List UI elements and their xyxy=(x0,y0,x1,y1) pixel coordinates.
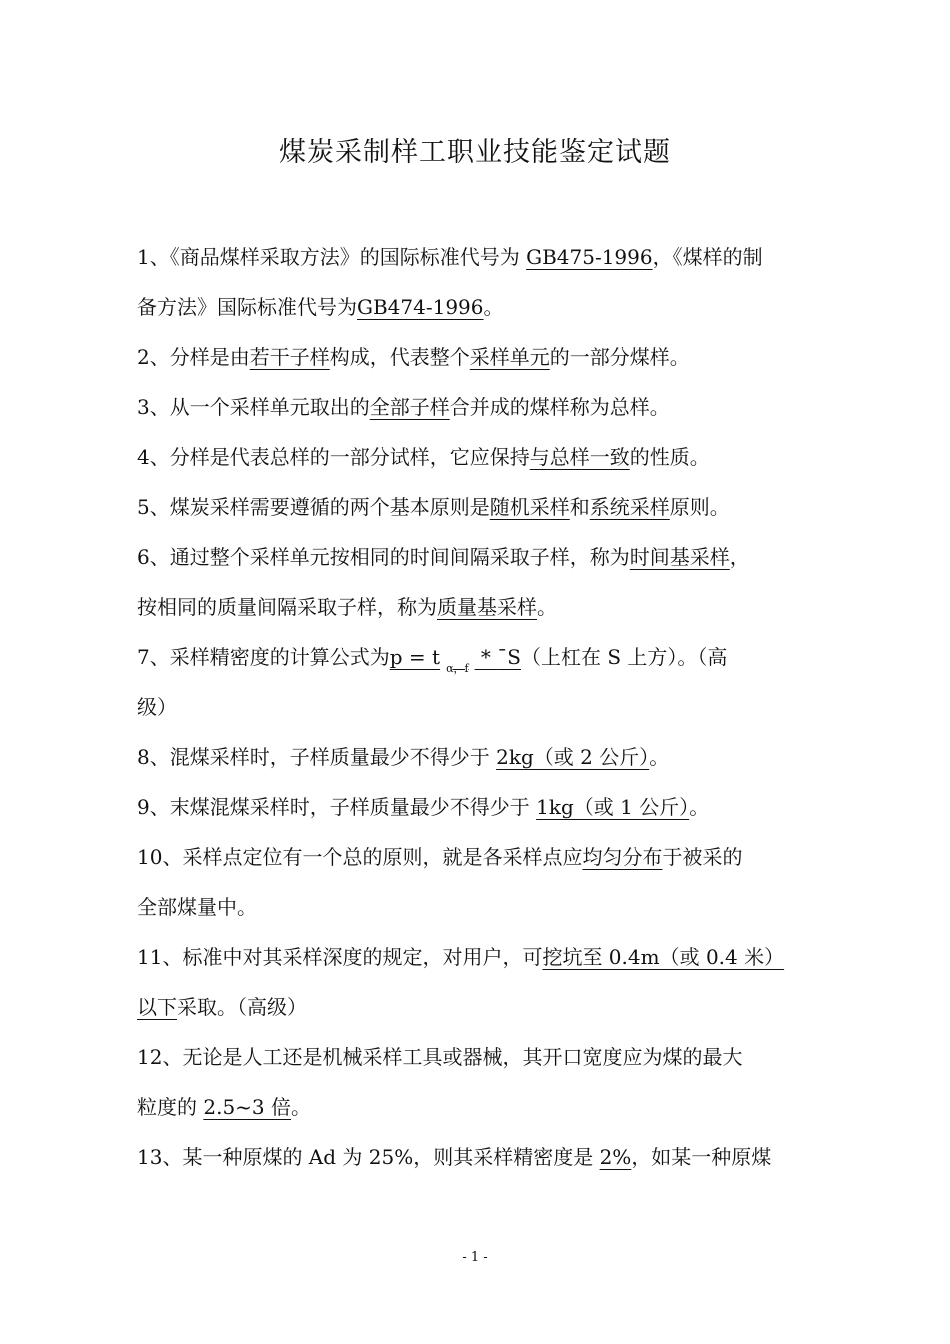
answer-blank: 随机采样 xyxy=(489,495,570,519)
question-text: 9、末煤混煤采样时，子样质量最少不得少于 xyxy=(137,795,537,819)
question-text: 5、煤炭采样需要遵循的两个基本原则是 xyxy=(137,495,490,519)
question-text: 原则。 xyxy=(669,495,730,519)
question-text: 按相同的质量间隔采取子样，称为 xyxy=(137,595,437,619)
formula-p: p = xyxy=(389,645,433,669)
question-text: ，如某一种原煤 xyxy=(631,1145,772,1169)
question-text: 。 xyxy=(291,1095,312,1119)
answer-blank: 2.5~3 倍 xyxy=(203,1095,292,1119)
question-10-line-2 xyxy=(137,892,827,922)
question-12-line-2 xyxy=(137,1092,827,1122)
answer-blank: 挖坑至 0.4m（或 0.4 米） xyxy=(542,945,785,969)
question-6-line-2 xyxy=(137,592,827,622)
answer-blank: 若干子样 xyxy=(249,345,330,369)
question-text: 6、通过整个采样单元按相同的时间间隔采取子样，称为 xyxy=(137,545,630,569)
answer-blank: 时间基采样 xyxy=(629,545,730,569)
question-text: 级） xyxy=(137,695,177,719)
question-text: 于被采的 xyxy=(662,845,743,869)
answer-blank: 采样单元 xyxy=(469,345,550,369)
question-1-line-2 xyxy=(137,292,827,322)
question-2 xyxy=(137,342,827,372)
answer-blank: 以下 xyxy=(137,995,177,1019)
formula-t: t xyxy=(432,645,441,669)
question-text: （上杠在 S 上方）。（高 xyxy=(520,645,728,669)
question-8 xyxy=(137,742,827,772)
question-text: 合并成的煤样称为总样。 xyxy=(449,395,670,419)
answer-blank: 与总样一致 xyxy=(529,445,630,469)
question-4 xyxy=(137,442,827,472)
question-3 xyxy=(137,392,827,422)
question-6-line-1 xyxy=(137,542,827,572)
question-text: 3、从一个采样单元取出的 xyxy=(137,395,370,419)
question-text: 全部煤量中。 xyxy=(137,895,257,919)
answer-blank: 质量基采样 xyxy=(437,595,537,619)
question-text: 。 xyxy=(483,295,504,319)
question-text: 12、无论是人工还是机械采样工具或器械，其开口宽度应为煤的最大 xyxy=(137,1045,743,1069)
answer-blank: 系统采样 xyxy=(589,495,670,519)
question-text: 采取。（高级） xyxy=(177,995,307,1019)
precision-formula xyxy=(390,642,521,676)
answer-blank: 2kg（或 2 公斤） xyxy=(496,745,650,769)
question-text: 的性质。 xyxy=(629,445,710,469)
question-12-line-1 xyxy=(137,1042,827,1072)
question-9 xyxy=(137,792,827,822)
formula-times: * xyxy=(474,645,498,669)
question-text: 7、采样精密度的计算公式为 xyxy=(137,645,390,669)
answer-blank: 均匀分布 xyxy=(582,845,663,869)
page-number: - 1 - xyxy=(462,1250,488,1265)
question-text: 4、分样是代表总样的一部分试样，它应保持 xyxy=(137,445,530,469)
question-7-line-2 xyxy=(137,692,827,722)
question-text: 2、分样是由 xyxy=(137,345,250,369)
answer-blank: 全部子样 xyxy=(369,395,450,419)
question-text: ，《煤样的制 xyxy=(652,245,763,269)
question-text: 的一部分煤样。 xyxy=(549,345,690,369)
question-text: 构成，代表整个 xyxy=(329,345,470,369)
question-11-line-1 xyxy=(137,942,827,972)
page-title: 煤炭采制样工职业技能鉴定试题 xyxy=(279,137,671,168)
question-text: 和 xyxy=(569,495,590,519)
question-text: 。 xyxy=(537,595,557,619)
answer-blank: GB474-1996 xyxy=(357,295,484,319)
answer-blank: 2% xyxy=(599,1145,632,1169)
question-text: 13、某一种原煤的 Ad 为 25%，则其采样精密度是 xyxy=(137,1145,600,1169)
answer-blank: 1kg（或 1 公斤） xyxy=(536,795,690,819)
question-text: ， xyxy=(729,545,750,569)
question-5 xyxy=(137,492,827,522)
question-7-line-1 xyxy=(137,642,827,676)
question-10-line-1 xyxy=(137,842,827,872)
question-13 xyxy=(137,1142,827,1172)
question-11-line-2 xyxy=(137,992,827,1022)
question-text: 。 xyxy=(649,745,670,769)
answer-blank: GB475-1996 xyxy=(526,245,653,269)
formula-s-bar: ¯S xyxy=(497,645,521,669)
question-text: 1、《商品煤样采取方法》的国际标准代号为 xyxy=(137,245,527,269)
formula-subscript: α，f xyxy=(446,662,469,675)
question-text: 粒度的 xyxy=(137,1095,204,1119)
question-1-line-1 xyxy=(137,242,827,272)
question-text: 11、标准中对其采样深度的规定，对用户，可 xyxy=(137,945,543,969)
question-text: 。 xyxy=(689,795,710,819)
question-text: 8、混煤采样时，子样质量最少不得少于 xyxy=(137,745,497,769)
question-text: 备方法》国际标准代号为 xyxy=(137,295,357,319)
question-text: 10、采样点定位有一个总的原则，就是各采样点应 xyxy=(137,845,583,869)
